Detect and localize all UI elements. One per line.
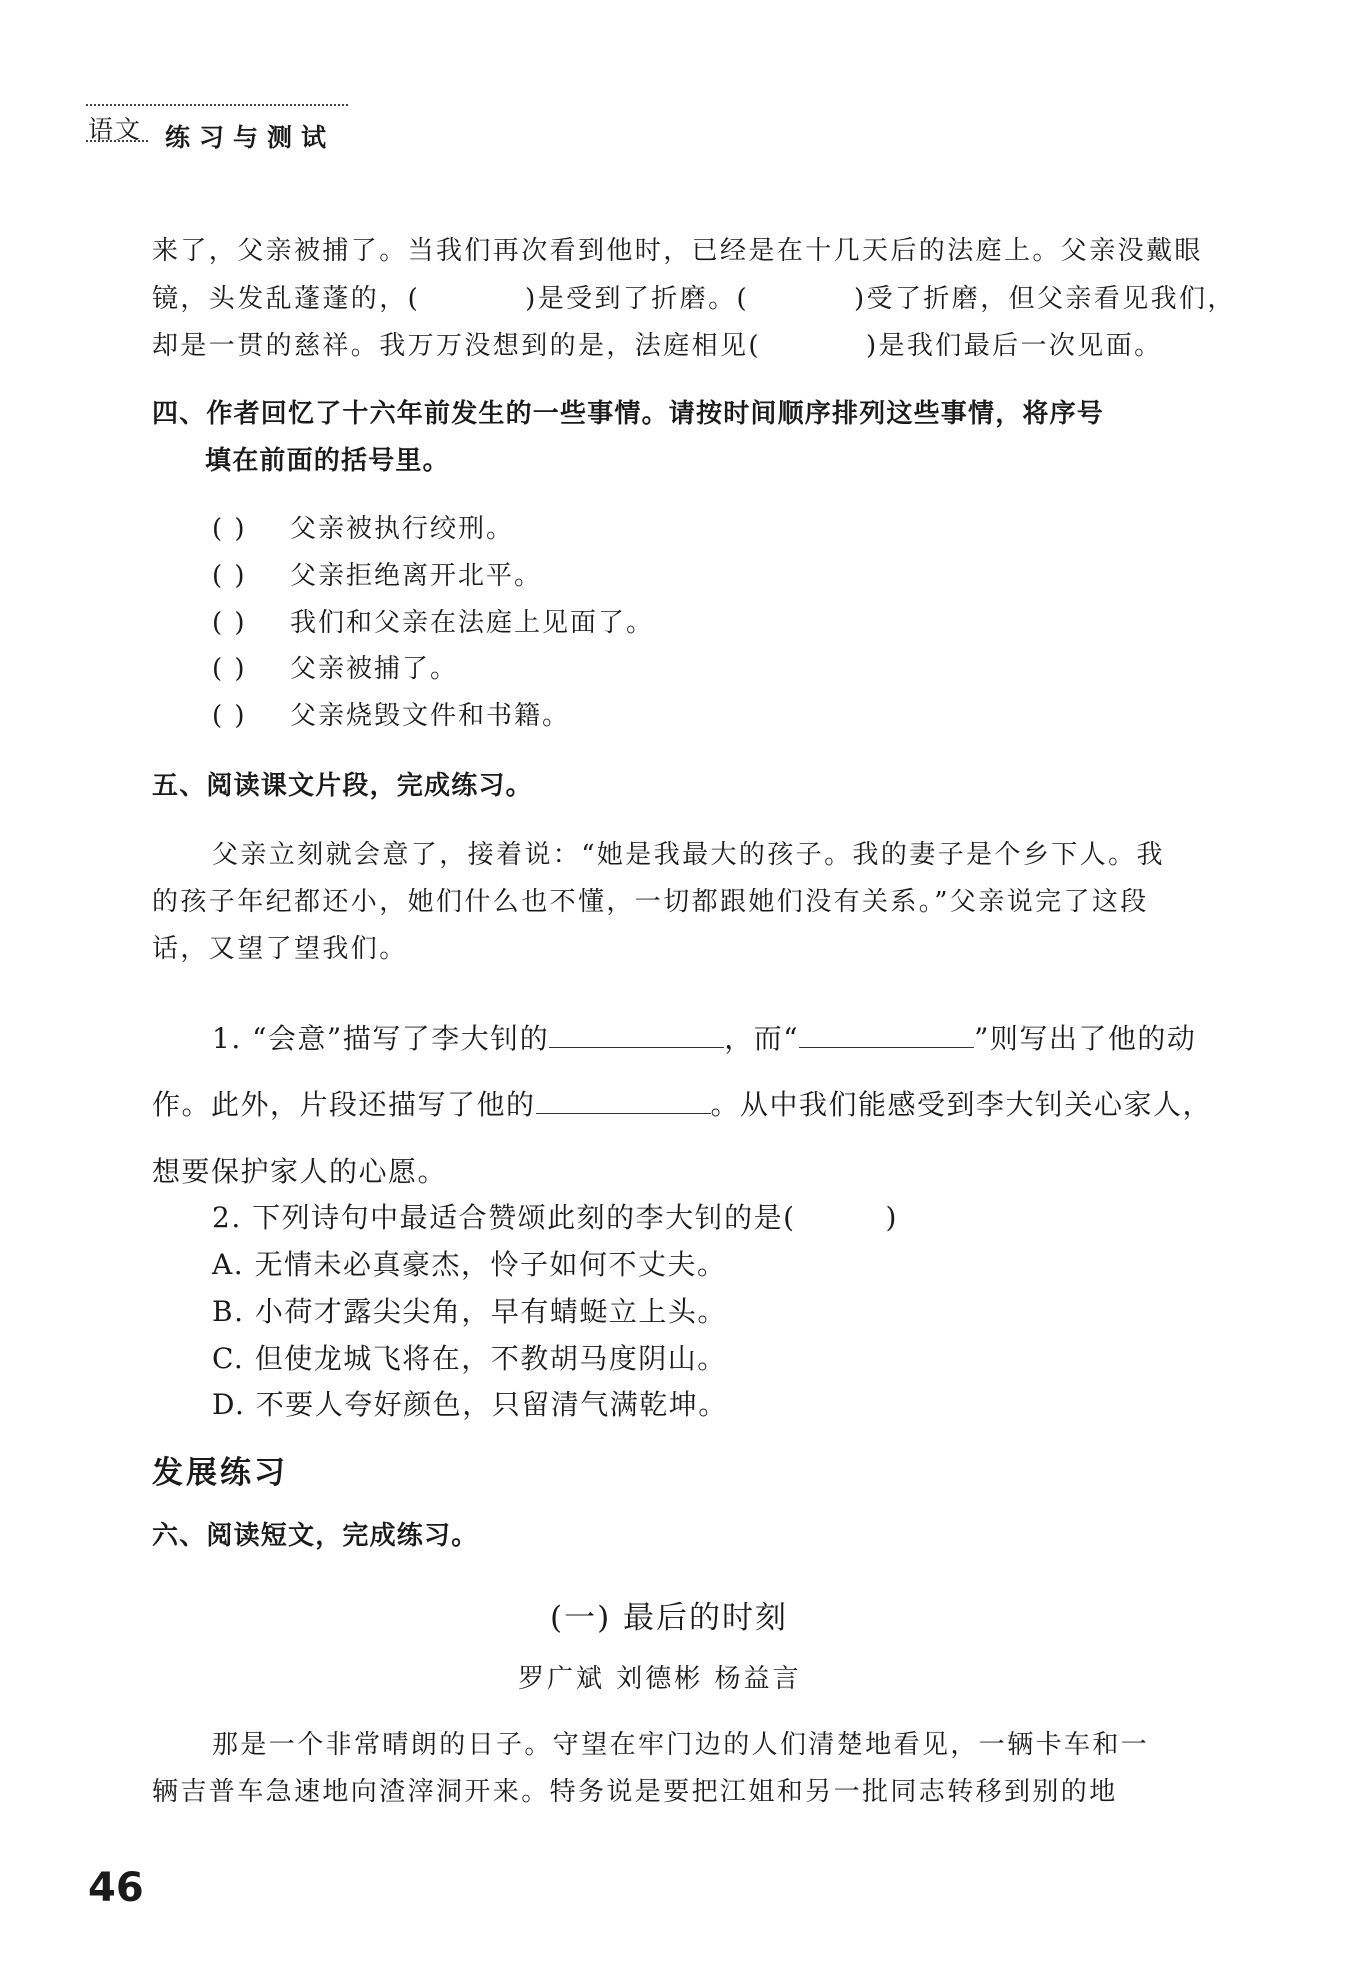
exercise-2 bbox=[212, 1196, 898, 1236]
exercise-text: 作。此外，片段还描写了他的 bbox=[152, 1088, 536, 1121]
header-rule-bottom bbox=[86, 140, 148, 142]
exercise-text: ”则写出了他的动 bbox=[974, 1022, 1197, 1055]
exercise-text: ) bbox=[885, 1201, 898, 1234]
passage-line: 那是一个非常晴朗的日子。守望在牢门边的人们清楚地看见，一辆卡车和一 bbox=[212, 1730, 1150, 1760]
question-4-heading-cont: 填在前面的括号里。 bbox=[205, 446, 450, 476]
question-5-heading: 五、阅读课文片段，完成练习。 bbox=[152, 771, 533, 801]
passage-line: 父亲立刻就会意了，接着说：“她是我最大的孩子。我的妻子是个乡下人。我 bbox=[212, 840, 1165, 870]
question-6-heading: 六、阅读短文，完成练习。 bbox=[152, 1521, 479, 1551]
question-4-heading: 四、作者回忆了十六年前发生的一些事情。请按时间顺序排列这些事情，将序号 bbox=[152, 399, 1105, 429]
option-a[interactable]: A. 无情未必真豪杰，怜子如何不丈夫。 bbox=[212, 1248, 727, 1281]
exercise-text: 2. 下列诗句中最适合赞颂此刻的李大钊的是( bbox=[212, 1201, 796, 1234]
passage-segment: 镜，头发乱蓬蓬的，( bbox=[152, 284, 421, 314]
passage-line bbox=[152, 278, 1236, 315]
order-paren[interactable]: ( ) bbox=[212, 608, 247, 638]
exercise-text: 1. “会意”描写了李大钊的 bbox=[212, 1022, 550, 1055]
section-heading: 发展练习 bbox=[152, 1455, 288, 1491]
header-subject: 语文 bbox=[88, 115, 143, 144]
order-item-text: 我们和父亲在法庭上见面了。 bbox=[290, 608, 655, 638]
exercise-text: 。从中我们能感受到李大钊关心家人， bbox=[710, 1088, 1213, 1121]
passage-line: 辆吉普车急速地向渣滓洞开来。特务说是要把江姐和另一批同志转移到别的地 bbox=[152, 1777, 1118, 1807]
passage-line bbox=[152, 325, 1163, 362]
order-item-text: 父亲被捕了。 bbox=[290, 654, 459, 684]
order-item bbox=[212, 648, 458, 685]
header-rule-top bbox=[86, 104, 348, 106]
passage-line: 的孩子年纪都还小，她们什么也不懂，一切都跟她们没有关系。”父亲说完了这段 bbox=[152, 887, 1149, 917]
order-paren[interactable]: ( ) bbox=[212, 701, 247, 731]
exercise-1-cont: 想要保护家人的心愿。 bbox=[152, 1155, 448, 1188]
order-item bbox=[212, 555, 542, 592]
exercise-text: ，而“ bbox=[724, 1022, 800, 1055]
exercise-1 bbox=[212, 1017, 1196, 1057]
passage-segment: )受了折磨，但父亲看见我们， bbox=[854, 284, 1236, 314]
answer-blank[interactable] bbox=[549, 1021, 724, 1048]
passage-segment: 却是一贯的慈祥。我万万没想到的是，法庭相见( bbox=[152, 331, 761, 361]
order-item bbox=[212, 695, 570, 732]
order-item-text: 父亲拒绝离开北平。 bbox=[290, 561, 543, 591]
order-item-text: 父亲被执行绞刑。 bbox=[290, 514, 515, 544]
passage-line: 话，又望了望我们。 bbox=[152, 934, 408, 964]
header-title: 练习与测试 bbox=[165, 123, 336, 152]
exercise-1-cont bbox=[152, 1083, 1212, 1123]
passage-segment: )是我们最后一次见面。 bbox=[865, 331, 1163, 361]
passage-segment: )是受到了折磨。( bbox=[525, 284, 750, 314]
answer-blank[interactable] bbox=[799, 1021, 974, 1048]
order-item bbox=[212, 602, 654, 639]
option-b[interactable]: B. 小荷才露尖尖角，早有蜻蜓立上头。 bbox=[212, 1295, 727, 1328]
story-title: (一) 最后的时刻 bbox=[550, 1600, 789, 1636]
order-paren[interactable]: ( ) bbox=[212, 514, 247, 544]
order-paren[interactable]: ( ) bbox=[212, 561, 247, 591]
order-paren[interactable]: ( ) bbox=[212, 654, 247, 684]
option-c[interactable]: C. 但使龙城飞将在，不教胡马度阴山。 bbox=[212, 1342, 727, 1375]
passage-line: 来了，父亲被捕了。当我们再次看到他时，已经是在十几天后的法庭上。父亲没戴眼 bbox=[152, 236, 1203, 266]
order-item-text: 父亲烧毁文件和书籍。 bbox=[290, 701, 571, 731]
story-authors: 罗广斌 刘德彬 杨益言 bbox=[518, 1664, 802, 1694]
answer-blank[interactable] bbox=[536, 1087, 711, 1114]
page-number: 46 bbox=[88, 1865, 144, 1911]
order-item bbox=[212, 508, 514, 545]
option-d[interactable]: D. 不要人夸好颜色，只留清气满乾坤。 bbox=[212, 1388, 728, 1421]
